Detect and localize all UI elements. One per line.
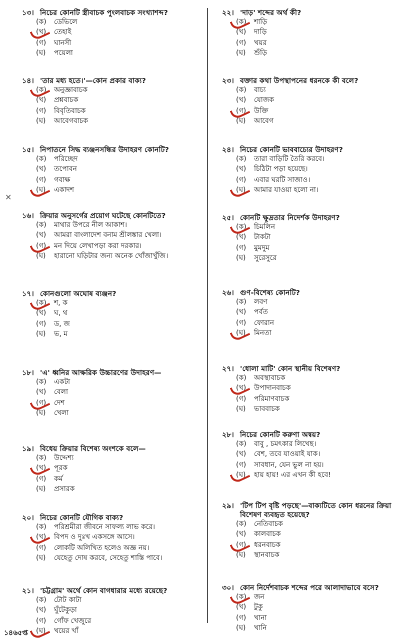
answer-option[interactable] <box>222 243 402 253</box>
option-text: পরিশ্রমীরা জীবনে সাফল্য লাভ করে। <box>54 523 156 531</box>
answer-option[interactable] <box>22 543 202 553</box>
option-label: (গ) <box>36 175 47 184</box>
question-text: 'তার মধ্য হতে।'—কোন প্রকার বাক্য? <box>40 76 146 85</box>
answer-option[interactable] <box>222 602 402 612</box>
option-text: ড, জ <box>54 319 70 328</box>
option-label: (ঘ) <box>236 116 246 125</box>
question-number: ২৫। <box>222 213 234 222</box>
option-label: (ঘ) <box>236 550 246 559</box>
answer-option[interactable] <box>22 532 202 542</box>
option-text: মন দিয়ে লেখাপড়া করা দরকার। <box>54 241 142 250</box>
question-item <box>22 145 202 195</box>
question-item <box>222 501 402 560</box>
option-label: (ক) <box>36 299 47 307</box>
option-text: ঘুঁটেকুড়া <box>54 606 77 615</box>
option-label: (ক) <box>236 18 247 26</box>
option-label: (গ) <box>236 175 247 184</box>
question-item <box>22 444 202 494</box>
answer-option[interactable] <box>222 373 402 383</box>
answer-option[interactable] <box>22 85 202 95</box>
question-item <box>222 145 402 195</box>
option-label: (ক) <box>36 155 47 163</box>
question-number: ২৬। <box>222 288 234 297</box>
answer-option[interactable] <box>22 17 202 27</box>
option-label: (ঘ) <box>36 116 46 125</box>
option-text: দাড়ি <box>254 28 267 37</box>
option-label: (গ) <box>236 394 247 403</box>
option-text: উক্তি <box>254 106 269 115</box>
question-line <box>22 586 202 595</box>
answer-option[interactable] <box>22 553 202 563</box>
option-text: স্থানবাচক <box>254 550 280 559</box>
answer-tick-icon <box>230 468 251 485</box>
answer-option[interactable] <box>22 474 202 484</box>
option-label: (ক) <box>236 374 247 382</box>
answer-option[interactable] <box>22 626 202 636</box>
option-text: চিঠিটা পড়া হয়েছে। <box>254 165 308 174</box>
question-line <box>22 368 202 377</box>
question-text: নিচের কোনটি ভাববাচ্যের উদাহরণ? <box>240 145 343 154</box>
answer-option[interactable] <box>22 329 202 339</box>
answer-option[interactable] <box>222 253 402 263</box>
question-text: নিপাতনে সিদ্ধ ব্যঞ্জনসন্ধির উদাহরণ কোনটি? <box>40 145 169 154</box>
question-text: কোন নির্দেশবাচক শব্দের পরে আলাদাভাবে বসে? <box>240 583 379 592</box>
option-text: তপোবন <box>54 165 77 174</box>
question-number: ৩০। <box>222 583 234 592</box>
answer-option[interactable] <box>222 116 402 126</box>
answer-option[interactable] <box>22 595 202 605</box>
option-label: (ক) <box>236 86 247 94</box>
option-text: ধরনবাচক <box>254 540 281 549</box>
answer-option[interactable] <box>222 27 402 37</box>
option-label: (খ) <box>36 28 47 37</box>
question-number: ১৬। <box>22 211 34 220</box>
answer-option[interactable] <box>222 394 402 404</box>
option-label: (গ) <box>36 616 47 625</box>
answer-option[interactable] <box>222 222 402 232</box>
option-text: বিবৃতিবাচক <box>54 106 86 115</box>
answer-option[interactable] <box>222 449 402 459</box>
question-text: গুণ-বিশেষ্য কোনটি? <box>240 288 300 297</box>
option-text: আমার যাওয়া হলো না। <box>254 185 319 194</box>
answer-option[interactable] <box>222 623 402 633</box>
option-text: তারা বাড়িটি তৈরি করবে। <box>254 155 325 163</box>
option-text: অবস্থাবাচক <box>254 374 286 382</box>
question-number: ১৫। <box>22 145 34 154</box>
option-label: (খ) <box>36 231 47 240</box>
option-label: (ঘ) <box>236 470 246 479</box>
answer-option[interactable] <box>222 550 402 560</box>
option-label: (খ) <box>236 384 247 393</box>
question-item <box>222 583 402 633</box>
answer-option[interactable] <box>222 613 402 623</box>
option-label: (ঘ) <box>36 185 46 194</box>
answer-option[interactable] <box>222 529 402 539</box>
option-label: (খ) <box>236 28 247 37</box>
answer-option[interactable] <box>22 463 202 473</box>
question-item <box>22 211 202 261</box>
option-label: (গ) <box>36 543 47 552</box>
option-label: (খ) <box>36 388 47 397</box>
option-label: (ক) <box>36 523 47 531</box>
option-text: যেহেতু দোষ করবে, সেহেতু শাস্তি পাবে। <box>54 553 163 562</box>
question-number: ১৭। <box>22 289 34 298</box>
page-number: ১৪৬৫প্ত <box>4 629 28 637</box>
question-number: ২৪। <box>222 145 234 154</box>
option-label: (খ) <box>36 606 47 615</box>
option-label: (ক) <box>36 86 47 94</box>
option-text: দেশ <box>54 398 65 407</box>
question-line <box>222 430 402 439</box>
answer-option[interactable] <box>222 383 402 393</box>
answer-option[interactable] <box>222 307 402 317</box>
option-text: টোট কাটা <box>54 596 82 604</box>
answer-option[interactable] <box>222 540 402 550</box>
option-label: (খ) <box>236 308 247 317</box>
answer-option[interactable] <box>222 85 402 95</box>
option-label: (গ) <box>236 613 247 622</box>
question-text: কোনগুলো অঘোষ ব্যঞ্জন? <box>40 289 117 298</box>
option-text: বেলা <box>54 388 68 397</box>
question-text: নিচের কোনটি করুণা অন্বয়? <box>240 430 321 439</box>
answer-option[interactable] <box>22 175 202 185</box>
question-line <box>222 8 402 17</box>
answer-option[interactable] <box>22 48 202 58</box>
answer-option[interactable] <box>222 470 402 480</box>
option-label: (ক) <box>36 454 47 462</box>
option-label: (খ) <box>236 233 247 242</box>
option-text: মুমদুম <box>254 243 270 252</box>
answer-option[interactable] <box>222 17 402 27</box>
question-text: বক্তার কথা উপস্থাপনের ধরনকে কী বলে? <box>240 76 359 85</box>
option-text: ভ, ম <box>54 329 68 338</box>
answer-option[interactable] <box>222 175 402 185</box>
option-text: খয়র <box>254 38 267 47</box>
question-number: ১৩। <box>22 8 34 17</box>
answer-option[interactable] <box>22 164 202 174</box>
option-text: আবেগবাচক <box>54 116 89 125</box>
option-text: হায় হায়! এর এখন কী হবে! <box>254 470 331 479</box>
option-label: (গ) <box>36 319 47 328</box>
answer-option[interactable] <box>222 439 402 449</box>
question-text: 'দাড়' শব্দের অর্থ কী? <box>240 8 302 17</box>
answer-option[interactable] <box>22 106 202 116</box>
option-text: সাবধান, যেন ভুল না হয়। <box>254 460 324 469</box>
option-text: যোজক <box>254 96 275 105</box>
answer-option[interactable] <box>22 522 202 532</box>
question-item <box>22 76 202 126</box>
answer-option[interactable] <box>222 106 402 116</box>
option-label: (ঘ) <box>36 484 46 493</box>
answer-option[interactable] <box>222 48 402 58</box>
option-text: ভাববাচক <box>254 404 280 413</box>
option-text: মিনতা <box>254 328 272 337</box>
option-label: (খ) <box>36 464 47 473</box>
question-number: ২৮। <box>222 430 234 439</box>
option-label: (ঘ) <box>236 48 246 57</box>
option-label: (গ) <box>236 460 247 469</box>
question-item <box>222 364 402 414</box>
option-label: (ক) <box>236 520 247 528</box>
option-text: ডেভিলে <box>54 18 78 26</box>
question-number: ২২। <box>222 8 234 17</box>
option-text: জন <box>254 593 265 601</box>
question-item <box>22 586 202 636</box>
option-label: (ঘ) <box>36 251 46 260</box>
option-label: (ক) <box>236 298 247 306</box>
question-text: নিচের কোনটি স্ত্রীবাচক পুংলবাচক সংখ্যাশব্দ? <box>40 8 168 17</box>
option-text: পয়েলা <box>54 48 73 57</box>
question-number: ১৪। <box>22 76 34 85</box>
question-line <box>222 583 402 592</box>
option-label: (খ) <box>36 533 47 542</box>
question-text: বিধেয় ক্রিয়ার বিশেষ্য অংশকে বলে— <box>40 444 146 453</box>
option-label: (গ) <box>36 241 47 250</box>
answer-option[interactable] <box>222 592 402 602</box>
option-label: (ক) <box>236 155 247 163</box>
option-text: লবণ <box>254 298 268 306</box>
option-text: টাকটা <box>254 233 271 242</box>
option-label: (খ) <box>236 530 247 539</box>
option-label: (গ) <box>36 398 47 407</box>
answer-tick-icon <box>230 183 251 200</box>
answer-option[interactable] <box>22 241 202 251</box>
question-item <box>22 513 202 563</box>
option-label: (গ) <box>36 106 47 115</box>
question-item <box>22 8 202 58</box>
option-text: চিমলিন <box>254 223 276 231</box>
option-text: গবাক্ষ <box>54 175 71 184</box>
option-text: আবেগ <box>254 116 274 125</box>
answer-option[interactable] <box>22 398 202 408</box>
pen-mark-icon: ✕ <box>5 193 12 202</box>
option-text: ঘানসী <box>54 38 72 47</box>
option-text: টুকু <box>254 603 263 612</box>
option-label: (ঘ) <box>36 408 46 417</box>
option-text: কালবাচক <box>254 530 281 539</box>
question-item <box>22 289 202 339</box>
answer-option[interactable] <box>222 95 402 105</box>
option-text: পূরক <box>54 464 68 473</box>
answer-option[interactable] <box>22 154 202 164</box>
question-line <box>222 213 402 222</box>
option-text: তেহাই <box>54 28 72 37</box>
question-number: ১৯। <box>22 444 34 453</box>
question-line <box>222 364 402 373</box>
question-text: 'ধোলা মাটি' কোন স্থানীয় বিশেষণ? <box>240 364 341 373</box>
question-line <box>222 145 402 154</box>
answer-option[interactable] <box>22 251 202 261</box>
option-label: (ঘ) <box>36 626 46 635</box>
question-item <box>22 368 202 418</box>
option-label: (গ) <box>236 318 247 327</box>
option-label: (খ) <box>36 165 47 174</box>
option-text: অনুজ্ঞাবাচক <box>54 86 88 94</box>
option-text: বাচ্য <box>254 86 266 94</box>
option-text: একাদশ <box>54 185 75 194</box>
option-text: বেশ, তবে যাওয়াই যাক। <box>254 450 321 459</box>
option-label: (গ) <box>36 38 47 47</box>
question-item <box>222 430 402 480</box>
option-text: খানা <box>254 613 267 622</box>
question-number: ২৭। <box>222 364 234 373</box>
option-text: বাবু , চমৎকার লিখেছ। <box>254 440 317 448</box>
answer-option[interactable] <box>222 460 402 470</box>
question-text: 'টিপ টিপ বৃষ্টি পড়ছে'—বাক্যটিতে কোন ধরনের ক্রিয়া বিশেষণ ব্যবহৃত হয়েছে? <box>240 501 392 519</box>
question-line <box>22 8 202 17</box>
option-label: (ক) <box>36 596 47 604</box>
answer-tick-icon <box>230 326 251 343</box>
question-text: ক্রিয়ার অনুসর্গের প্রয়োগ ঘটেছে কোনটিতে? <box>40 211 166 220</box>
option-text: কর্ম <box>54 474 63 483</box>
answer-option[interactable] <box>22 377 202 387</box>
option-label: (ক) <box>236 593 247 601</box>
option-text: প্রশ্নবাচক <box>54 96 79 105</box>
answer-option[interactable] <box>22 185 202 195</box>
answer-option[interactable] <box>22 387 202 397</box>
option-label: (ঘ) <box>36 329 46 338</box>
option-label: (গ) <box>236 106 247 115</box>
question-number: ২৯। <box>222 501 234 510</box>
option-label: (খ) <box>236 603 247 612</box>
option-text: মাথার উপরে নীল আকাশ। <box>54 221 128 229</box>
option-label: (ঘ) <box>236 623 246 632</box>
option-text: হারানো ঘড়িটার জন্য অনেক খোঁজাখুঁজি। <box>54 251 169 260</box>
option-label: (ক) <box>36 378 47 386</box>
column-divider <box>207 8 208 623</box>
option-label: (ঘ) <box>236 185 246 194</box>
answer-tick-icon <box>30 624 51 640</box>
option-label: (ঘ) <box>36 553 46 562</box>
option-text: পরিমাণবাচক <box>254 394 290 403</box>
question-line <box>222 76 402 85</box>
option-label: (খ) <box>236 165 247 174</box>
option-label: (ক) <box>36 18 47 26</box>
option-text: এবার ঘরটি সাজাও। <box>254 175 311 184</box>
answer-option[interactable] <box>22 308 202 318</box>
option-text: খয়ের খাঁ <box>54 626 79 635</box>
answer-option[interactable] <box>22 605 202 615</box>
answer-option[interactable] <box>222 318 402 328</box>
question-number: ২০। <box>22 513 34 522</box>
option-text: শাড়ি <box>254 18 268 26</box>
option-label: (খ) <box>36 96 47 105</box>
question-item <box>222 8 402 58</box>
answer-option[interactable] <box>22 38 202 48</box>
option-text: বিপদ ও দুঃখ একসঙ্গে আসে। <box>54 533 135 542</box>
option-label: (ঘ) <box>236 328 246 337</box>
answer-option[interactable] <box>22 453 202 463</box>
answer-option[interactable] <box>22 298 202 308</box>
option-text: পর্বত <box>254 308 268 317</box>
answer-option[interactable] <box>22 95 202 105</box>
answer-option[interactable] <box>222 232 402 242</box>
answer-option[interactable] <box>22 484 202 494</box>
option-text: শুঁড়ি <box>254 48 268 57</box>
option-text: উদ্দেশ্য <box>54 454 74 462</box>
question-line <box>22 145 202 154</box>
question-item <box>222 76 402 126</box>
option-label: (গ) <box>236 540 247 549</box>
answer-option[interactable] <box>222 185 402 195</box>
option-label: (ক) <box>236 440 247 448</box>
option-label: (ঘ) <box>236 404 246 413</box>
option-text: একটা <box>54 378 71 386</box>
answer-option[interactable] <box>222 154 402 164</box>
question-number: ১৮। <box>22 368 34 377</box>
option-text: খানি <box>254 623 267 632</box>
question-line <box>22 444 202 453</box>
option-label: (গ) <box>36 474 47 483</box>
option-text: নেতিবাচক <box>254 520 283 528</box>
option-text: ঘ, থ <box>54 309 68 318</box>
option-text: সুরেসুরে <box>254 253 277 262</box>
option-label: (খ) <box>36 309 47 318</box>
option-text: শ, ক <box>54 299 68 307</box>
question-text: 'চট্টগ্রাম' অর্থে কোন বাগধারার মধ্যে রয়েছে? <box>40 586 168 595</box>
answer-option[interactable] <box>22 220 202 230</box>
question-line <box>22 289 202 298</box>
answer-option[interactable] <box>222 297 402 307</box>
question-line <box>22 211 202 220</box>
answer-option[interactable] <box>222 328 402 338</box>
option-text: লোকটি অলিখিত হলেও অজ্ঞ নয়। <box>54 543 150 552</box>
option-label: (গ) <box>236 243 247 252</box>
question-item <box>222 288 402 338</box>
option-label: (ঘ) <box>36 48 46 57</box>
option-text: পরিচ্ছেদ <box>54 155 78 163</box>
answer-option[interactable] <box>222 38 402 48</box>
answer-tick-icon <box>30 183 51 200</box>
option-text: ফোরান <box>254 318 275 327</box>
question-line <box>22 76 202 85</box>
option-label: (ক) <box>236 223 247 231</box>
answer-option[interactable] <box>222 164 402 174</box>
answer-option[interactable] <box>22 230 202 240</box>
answer-option[interactable] <box>22 27 202 37</box>
question-item <box>222 213 402 263</box>
answer-option[interactable] <box>222 404 402 414</box>
option-label: (ঘ) <box>236 253 246 262</box>
answer-option[interactable] <box>22 319 202 329</box>
question-line <box>222 501 402 519</box>
option-label: (গ) <box>236 38 247 47</box>
option-label: (খ) <box>236 96 247 105</box>
option-label: (ক) <box>36 221 47 229</box>
answer-option[interactable] <box>22 408 202 418</box>
question-number: ২৩। <box>222 76 234 85</box>
option-text: খেলা <box>54 408 69 417</box>
answer-option[interactable] <box>22 616 202 626</box>
answer-option[interactable] <box>222 519 402 529</box>
option-text: আমরা বাংলাদেশ বনাম শ্রীলঙ্কার খেলা। <box>54 231 162 240</box>
option-text: গোঁফ খেজুরে <box>54 616 92 625</box>
question-text: 'এ' ধ্বনির আক্ষরিক উচ্চারণের উদাহরণ— <box>40 368 162 377</box>
question-number: ২১। <box>22 586 34 595</box>
question-line <box>222 288 402 297</box>
question-text: কোনটি ক্ষুদ্রতার নিদের্শক উদাহরণ? <box>240 213 340 222</box>
option-label: (খ) <box>236 450 247 459</box>
option-text: উপাদানবাচক <box>254 384 291 393</box>
question-line <box>22 513 202 522</box>
option-text: প্রসারক <box>54 484 75 493</box>
question-text: নিচের কোনটি যৌগিক বাক্য? <box>40 513 124 522</box>
answer-option[interactable] <box>22 116 202 126</box>
